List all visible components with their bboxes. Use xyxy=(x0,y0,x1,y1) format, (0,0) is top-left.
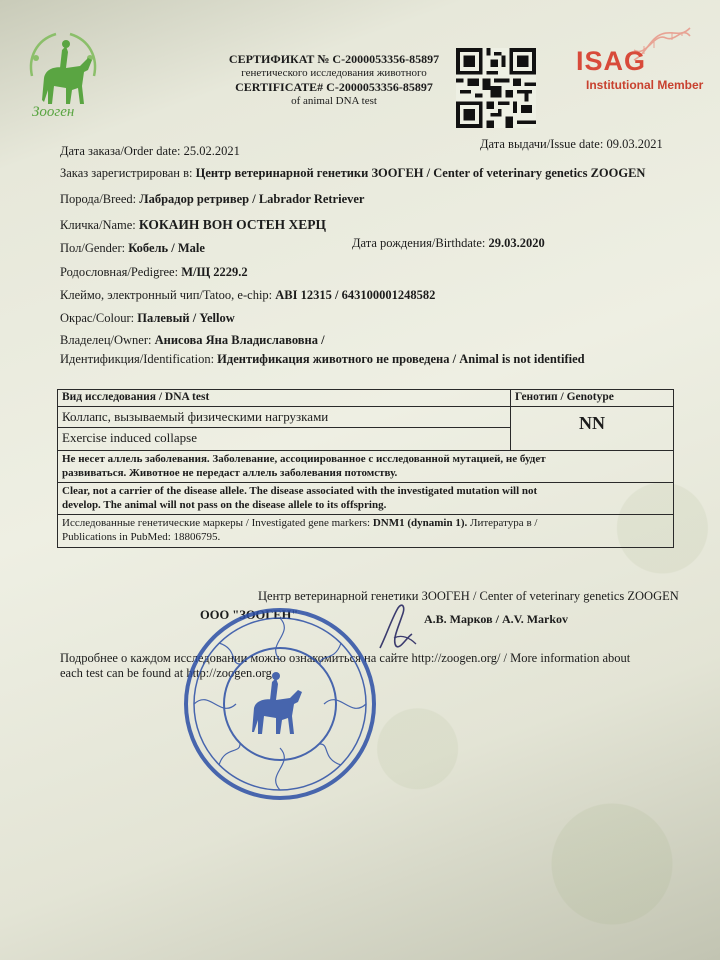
zoogen-logo xyxy=(22,28,104,128)
zoogen-logo-text: Зооген xyxy=(32,104,75,120)
test-name-cell xyxy=(58,407,511,450)
registered-value: Центр ветеринарной генетики ЗООГЕН / Center of veterinary genetics ZOOGEN xyxy=(195,166,646,180)
qr-code xyxy=(456,48,536,128)
name-label: Кличка/Name: xyxy=(60,218,136,232)
dna-test-table xyxy=(57,389,674,548)
footer-center: Центр ветеринарной генетики ЗООГЕН / Center of veterinary genetics ZOOGEN xyxy=(258,589,679,603)
birthdate-field xyxy=(352,236,545,251)
col-genotype-header: Генотип / Genotype xyxy=(515,391,614,403)
tatoo-field xyxy=(60,288,435,303)
breed-field xyxy=(60,192,364,207)
markers-pubmed: Publications in PubMed: 18806795. xyxy=(62,531,221,543)
birthdate-label: Дата рождения/Birthdate: xyxy=(352,236,486,250)
gender-value: Кобель / Male xyxy=(128,241,205,255)
certificate-number-ru: СЕРТИФИКАТ № С-2000053356-85897 xyxy=(228,52,440,66)
isag-member-text: Institutional Member xyxy=(586,78,704,92)
issue-date xyxy=(480,137,663,152)
identification-field xyxy=(60,352,585,367)
result-ru-row xyxy=(58,451,673,483)
birthdate-value: 29.03.2020 xyxy=(488,236,545,250)
result-en-row xyxy=(58,483,673,515)
markers-gene: DNM1 (dynamin 1). xyxy=(372,517,468,529)
col-dna-test-header: Вид исследования / DNA test xyxy=(58,390,511,406)
owner-label: Владелец/Owner: xyxy=(60,333,152,347)
gender-field xyxy=(60,241,205,256)
more-info-line2: each test can be found at http://zoogen.org xyxy=(60,666,272,680)
tatoo-value: ABI 12315 / 643100001248582 xyxy=(275,288,436,302)
pedigree-value: М/Щ 2229.2 xyxy=(181,265,248,279)
colour-value: Палевый / Yellow xyxy=(137,311,235,325)
name-field xyxy=(60,217,326,233)
identification-value: Идентификация животного не проведена / Animal is not identified xyxy=(217,352,585,366)
isag-logo xyxy=(574,24,704,96)
stamp-icon xyxy=(180,604,380,804)
more-info-line1: Подробнее о каждом исследовании можно ознакомиться на сайте http://zoogen.org/ / More information about xyxy=(60,651,631,665)
order-date-label: Дата заказа/Order date: xyxy=(60,144,181,158)
result-ru-line2: развиваться. Животное не передаст аллель заболевания потомству. xyxy=(62,467,398,479)
colour-label: Окрас/Colour: xyxy=(60,311,135,325)
table-header-row xyxy=(58,390,673,407)
certificate-subtitle-en: of animal DNA test xyxy=(291,95,377,107)
owner-field xyxy=(60,333,325,348)
result-ru-line1: Не несет аллель заболевания. Заболевание, ассоциированное с исследованной мутацией, не будет xyxy=(62,453,546,465)
footer-signer: А.В. Марков / A.V. Markov xyxy=(424,612,569,626)
registered-field xyxy=(60,166,645,181)
test-name-ru: Коллапс, вызываемый физическими нагрузками xyxy=(58,407,510,428)
registered-label: Заказ зарегистрирован в: xyxy=(60,166,193,180)
owner-value: Анисова Яна Владиславовна / xyxy=(154,333,325,347)
markers-row xyxy=(58,515,673,547)
qr-code-icon xyxy=(456,48,536,128)
test-name-en: Exercise induced collapse xyxy=(62,430,197,445)
result-en-line2: develop. The animal will not pass on the disease allele to its offspring. xyxy=(62,499,387,511)
certificate-header xyxy=(215,52,453,108)
order-date xyxy=(60,144,240,159)
test-row xyxy=(58,407,673,451)
breed-label: Порода/Breed: xyxy=(60,192,137,206)
identification-label: Идентификция/Identification: xyxy=(60,352,215,366)
markers-literature: Литература в / xyxy=(470,517,538,529)
order-date-value: 25.02.2021 xyxy=(183,144,240,158)
issue-date-label: Дата выдачи/Issue date: xyxy=(480,137,604,151)
certificate-subtitle-ru: генетического исследования животного xyxy=(241,67,427,79)
issue-date-value: 09.03.2021 xyxy=(606,137,663,151)
colour-field xyxy=(60,311,235,326)
genotype-value: NN xyxy=(579,413,605,433)
isag-text: ISAG xyxy=(576,46,647,76)
pedigree-label: Родословная/Pedigree: xyxy=(60,265,179,279)
markers-label: Исследованные генетические маркеры / Investigated gene markers: xyxy=(62,517,371,529)
pedigree-field xyxy=(60,265,248,280)
name-value: КОКАИН ВОН ОСТЕН ХЕРЦ xyxy=(138,217,326,232)
tatoo-label: Клеймо, электронный чип/Tatoo, e-chip: xyxy=(60,288,273,302)
gender-label: Пол/Gender: xyxy=(60,241,126,255)
certificate-number-en: CERTIFICATE# C-2000053356-85897 xyxy=(235,80,433,94)
footer-company: ООО "ЗООГЕН" xyxy=(200,608,299,622)
result-en-line1: Clear, not a carrier of the disease allele. The disease associated with the investigated mutation will not xyxy=(62,485,538,497)
breed-value: Лабрадор ретривер / Labrador Retriever xyxy=(139,192,365,206)
